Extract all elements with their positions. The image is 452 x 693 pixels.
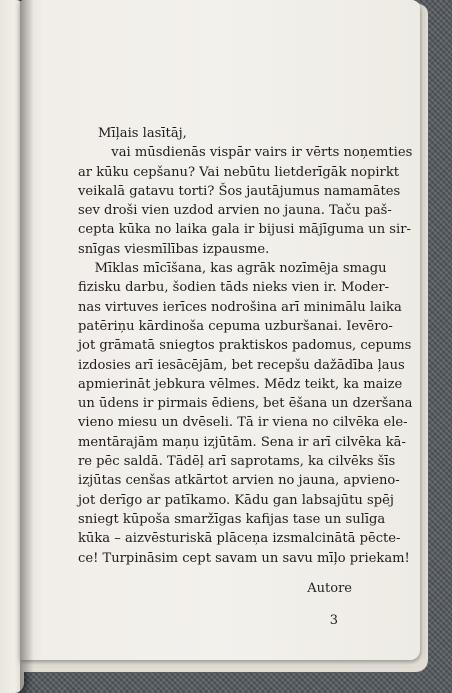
letter-line: ar kūku cepšanu? Vai nebūtu lietderīgāk nopirkt bbox=[78, 164, 400, 180]
letter-line: mentārajām maņu izjūtām. Sena ir arī cilvēka kā- bbox=[78, 434, 406, 450]
letter-line: veikalā gatavu torti? Šos jautājumus namamātes bbox=[78, 183, 401, 199]
letter-line: snīgas viesmīlības izpausme. bbox=[78, 241, 270, 257]
letter-line: fizisku darbu, šodien tāds nieks vien ir. Moder- bbox=[78, 280, 390, 296]
book-gutter-shadow bbox=[20, 0, 34, 693]
letter-line: Mīklas mīcīšana, kas agrāk nozīmēja smagu bbox=[78, 261, 387, 277]
page-number: 3 bbox=[329, 613, 338, 628]
letter-line: izdosies arī iesācējām, bet recepšu dažādība ļaus bbox=[78, 357, 405, 373]
letter-line: jot grāmatā sniegtos praktiskos padomus, cepums bbox=[78, 338, 412, 354]
letter-line: jot derīgo ar patīkamo. Kādu gan labsajūtu spēj bbox=[78, 492, 394, 508]
author-signature: Autore bbox=[307, 581, 352, 596]
letter-line: cepta kūka no laika gala ir bijusi mājīguma un sir- bbox=[78, 222, 411, 238]
letter-line: un ūdens ir pirmais ēdiens, bet ēšana un dzeršana bbox=[78, 396, 413, 412]
letter-body bbox=[78, 124, 413, 568]
letter-line: re pēc saldā. Tādēļ arī saprotams, ka cilvēks šīs bbox=[78, 454, 396, 470]
letter-line: patēriņu kārdinoša cepuma uzburšanai. Ievēro- bbox=[78, 318, 393, 334]
letter-greeting: Mīļais lasītāj, bbox=[98, 126, 187, 141]
letter-line: vieno miesu un dvēseli. Tā ir viena no cilvēka ele- bbox=[78, 415, 408, 431]
letter-line: apmierināt jebkura vēlmes. Mēdz teikt, ka maize bbox=[78, 376, 403, 392]
letter-line: kūka – aizvēsturiskā plāceņa izsmalcinātā pēcte- bbox=[78, 531, 401, 547]
letter-line: nas virtuves ierīces nodrošina arī minimālu laika bbox=[78, 299, 402, 315]
letter-line: sniegt kūpoša smaržīgas kafijas tase un sulīga bbox=[78, 511, 386, 527]
letter-line: ce! Turpināsim cept savam un savu mīļo priekam! bbox=[78, 550, 410, 566]
letter-line: sev droši vien uzdod arvien no jauna. Taču paš- bbox=[78, 203, 392, 219]
book-page bbox=[20, 0, 420, 660]
letter-line: vai mūsdienās vispār vairs ir vērts noņemties bbox=[78, 145, 413, 161]
letter-line: izjūtas cenšas atkārtot arvien no jauna, apvieno- bbox=[78, 473, 400, 489]
